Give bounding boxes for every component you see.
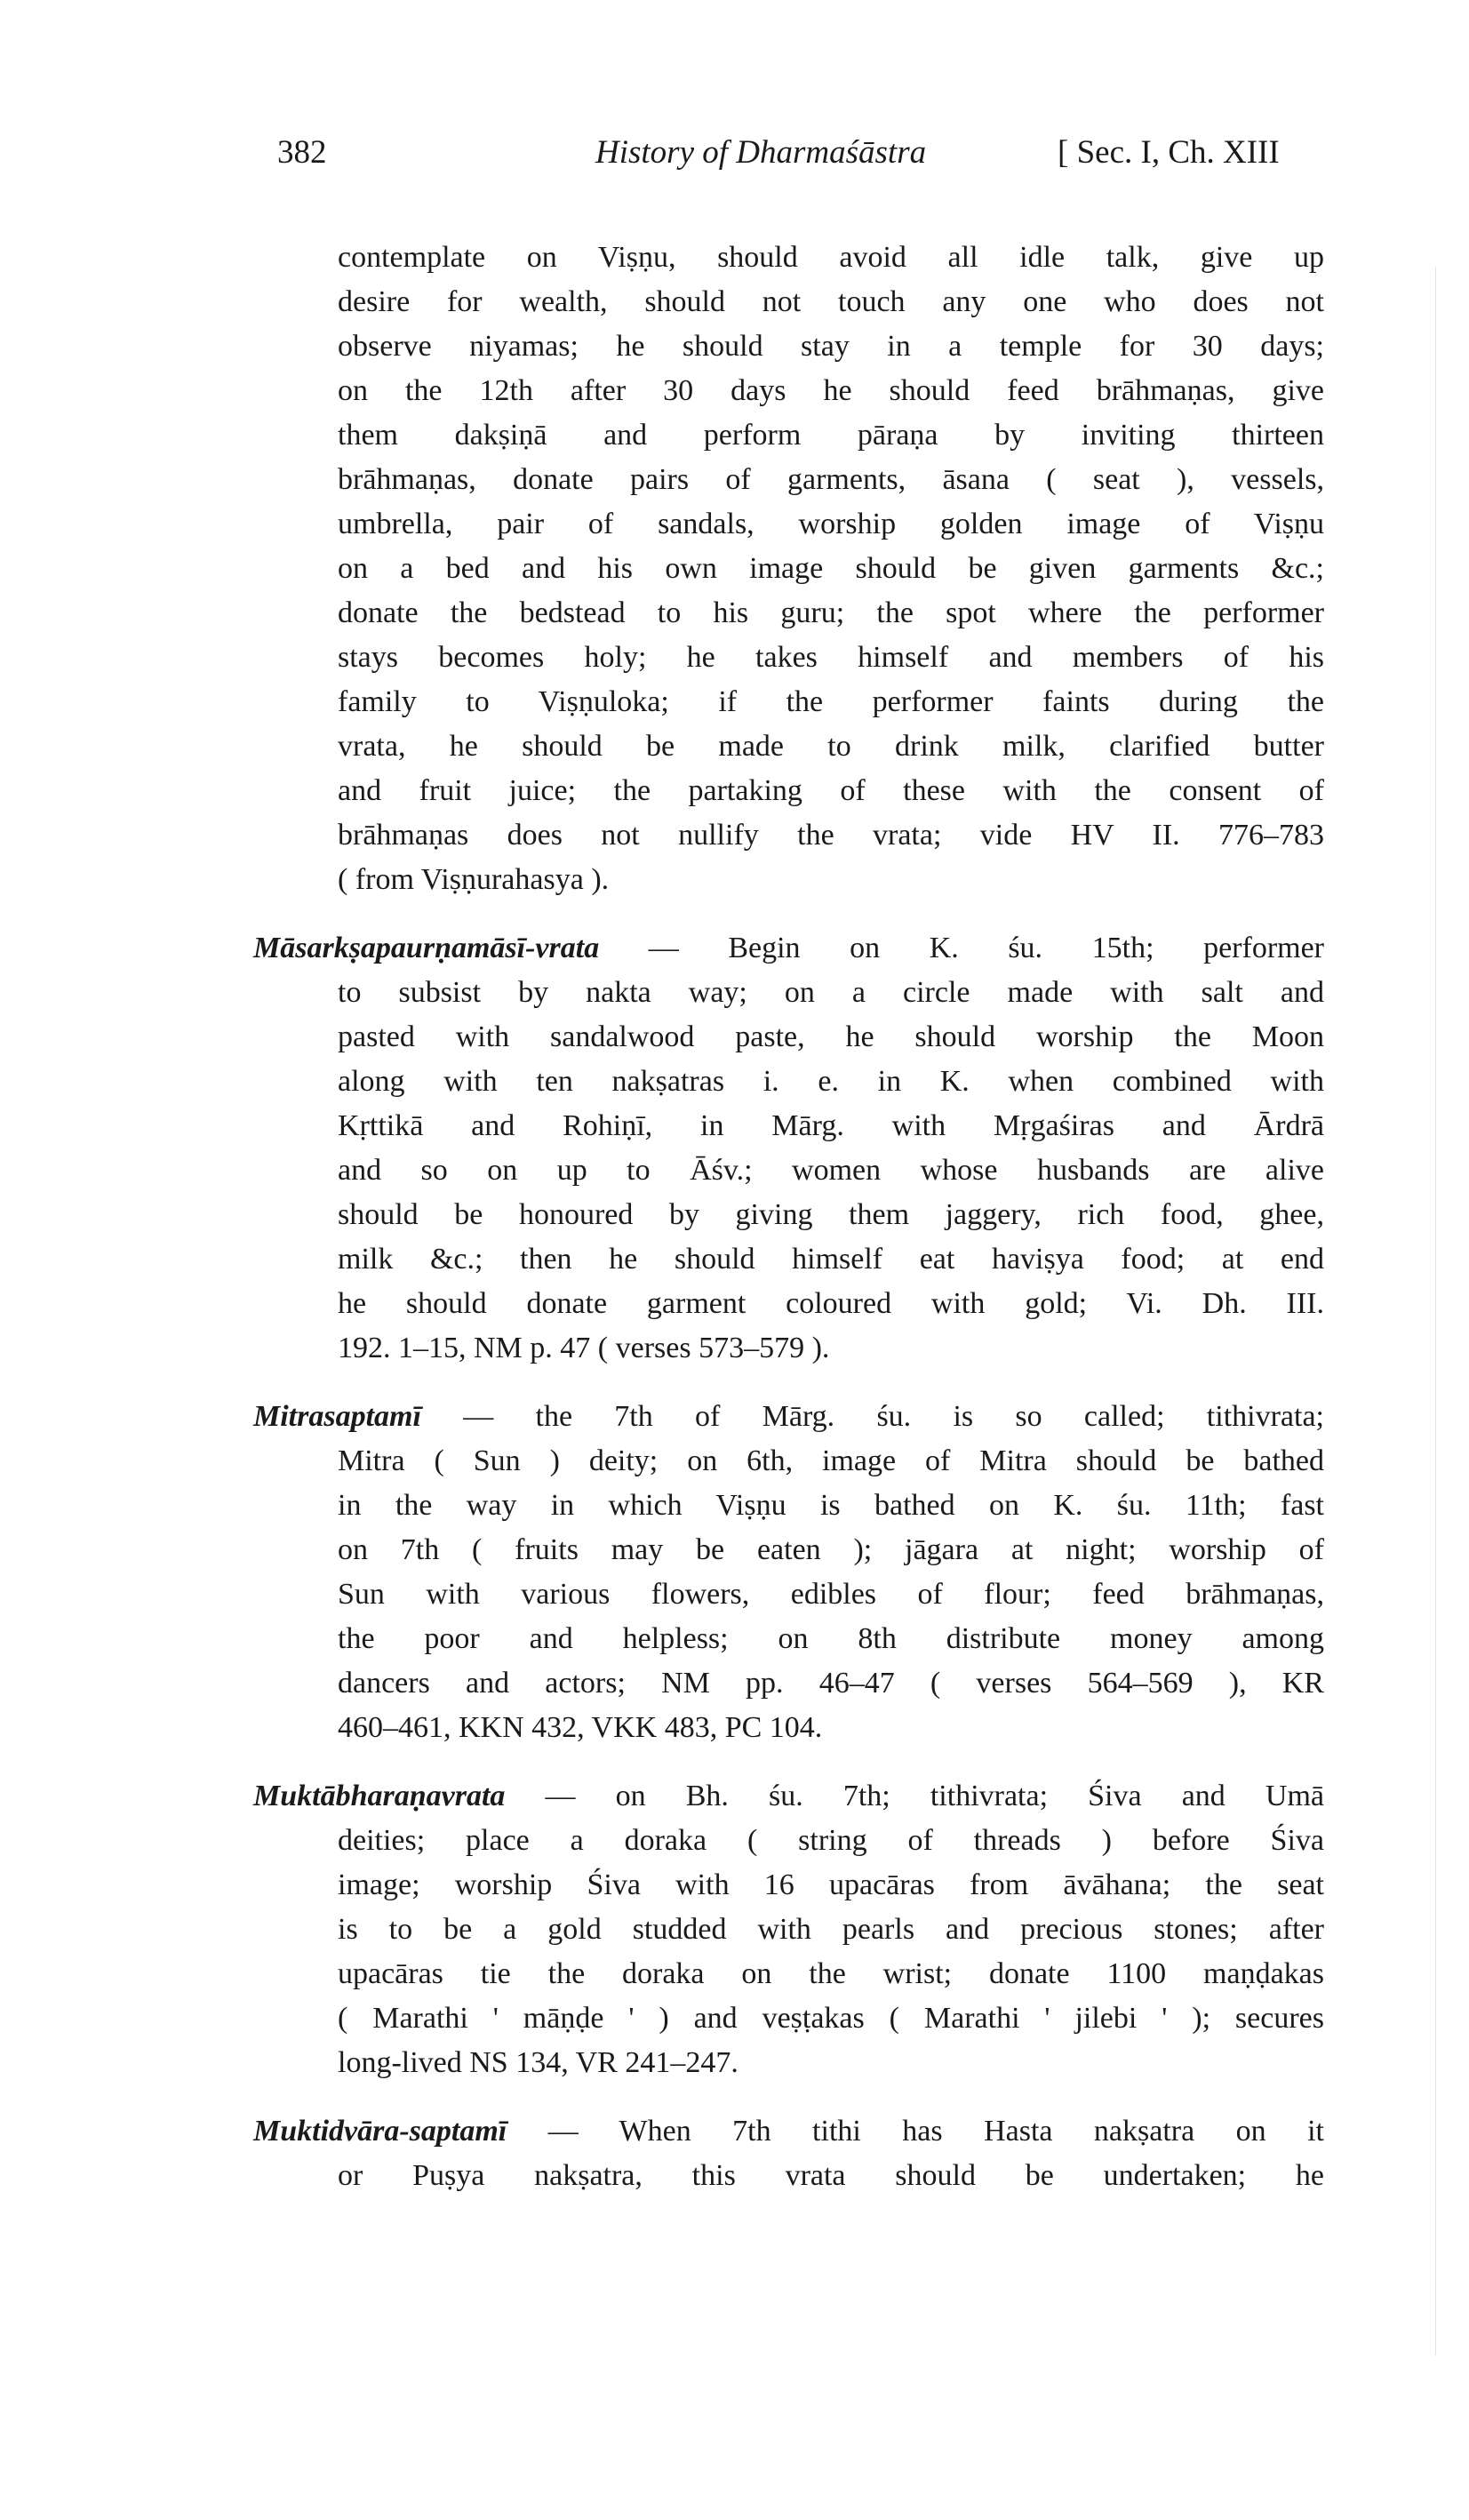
- text-line: donate the bedstead to his guru; the spot where the performer: [338, 596, 1324, 629]
- entry-title: Mitrasaptamī: [253, 1400, 421, 1433]
- text-line: image; worship Śiva with 16 upacāras from āvāhana; the seat: [338, 1868, 1324, 1901]
- entry-title: Muktidvāra-saptamī: [253, 2115, 507, 2148]
- text-line: Sun with various flowers, edibles of flour; feed brāhmaṇas,: [338, 1578, 1324, 1611]
- entry-title: Māsarkṣapaurṇamāsī-vrata: [253, 932, 600, 964]
- text-line: along with ten nakṣatras i. e. in K. when combined with: [338, 1065, 1324, 1098]
- entry-text: — When 7th tithi has Hasta nakṣatra on it: [507, 2115, 1324, 2148]
- entry-first-line: [253, 1774, 1324, 1819]
- text-line: vrata, he should be made to drink milk, clarified butter: [338, 730, 1324, 763]
- text-line: them dakṣiṇā and perform pāraṇa by inviting thirteen: [338, 419, 1324, 452]
- text-line: should be honoured by giving them jaggery, rich food, ghee,: [338, 1198, 1324, 1231]
- text-line: and fruit juice; the partaking of these with the consent of: [338, 774, 1324, 807]
- text-line: milk &c.; then he should himself eat haviṣya food; at end: [338, 1243, 1324, 1276]
- page-edge-rule: [1435, 267, 1436, 2356]
- text-line: umbrella, pair of sandals, worship golden image of Viṣṇu: [338, 508, 1324, 540]
- text-line: and so on up to Āśv.; women whose husbands are alive: [338, 1154, 1324, 1187]
- text-line: 192. 1–15, NM p. 47 ( verses 573–579 ).: [338, 1332, 830, 1364]
- text-line: stays becomes holy; he takes himself and members of his: [338, 641, 1324, 674]
- text-line: brāhmaṇas, donate pairs of garments, āsana ( seat ), vessels,: [338, 463, 1324, 496]
- page-header: [267, 133, 1351, 187]
- text-line: is to be a gold studded with pearls and precious stones; after: [338, 1913, 1324, 1946]
- text-line: on the 12th after 30 days he should feed brāhmaṇas, give: [338, 374, 1324, 407]
- text-line: ( Marathi ' māṇḍe ' ) and veṣṭakas ( Marathi ' jilebi ' ); secures: [338, 2002, 1324, 2035]
- vrata-entry: [253, 2109, 1324, 2198]
- text-line: desire for wealth, should not touch any one who does not: [338, 285, 1324, 318]
- entry-first-line: [253, 1395, 1324, 1439]
- page-number: 382: [277, 134, 327, 171]
- running-title: History of Dharmaśāstra: [595, 134, 927, 171]
- text-line: or Puṣya nakṣatra, this vrata should be undertaken; he: [338, 2159, 1324, 2192]
- text-line: he should donate garment coloured with gold; Vi. Dh. III.: [338, 1287, 1324, 1320]
- text-line: Mitra ( Sun ) deity; on 6th, image of Mitra should be bathed: [338, 1444, 1324, 1477]
- text-line: contemplate on Viṣṇu, should avoid all idle talk, give up: [338, 241, 1324, 274]
- text-line: dancers and actors; NM pp. 46–47 ( verses 564–569 ), KR: [338, 1667, 1324, 1700]
- text-line: on 7th ( fruits may be eaten ); jāgara at night; worship of: [338, 1533, 1324, 1566]
- entry-first-line: [253, 926, 1324, 971]
- text-line: family to Viṣṇuloka; if the performer faints during the: [338, 685, 1324, 718]
- text-line: observe niyamas; he should stay in a temple for 30 days;: [338, 330, 1324, 363]
- section-reference: [ Sec. I, Ch. XIII: [1058, 134, 1280, 171]
- text-line: long-lived NS 134, VR 241–247.: [338, 2046, 738, 2079]
- text-line: upacāras tie the doraka on the wrist; donate 1100 maṇḍakas: [338, 1957, 1324, 1990]
- text-line: brāhmaṇas does not nullify the vrata; vide HV II. 776–783: [338, 819, 1324, 852]
- vrata-entry: [253, 926, 1324, 1371]
- text-line: pasted with sandalwood paste, he should worship the Moon: [338, 1020, 1324, 1053]
- text-line: the poor and helpless; on 8th distribute money among: [338, 1622, 1324, 1655]
- vrata-entry: [253, 1774, 1324, 2085]
- entry-text: — the 7th of Mārg. śu. is so called; tithivrata;: [420, 1400, 1324, 1433]
- entry-text: — on Bh. śu. 7th; tithivrata; Śiva and Umā: [505, 1780, 1324, 1812]
- text-line: ( from Viṣṇurahasya ).: [338, 863, 610, 896]
- entry-first-line: [253, 2109, 1324, 2154]
- entry-text: — Begin on K. śu. 15th; performer: [599, 932, 1324, 964]
- text-line: 460–461, KKN 432, VKK 483, PC 104.: [338, 1711, 823, 1744]
- text-line: deities; place a doraka ( string of threads ) before Śiva: [338, 1824, 1324, 1857]
- text-line: on a bed and his own image should be given garments &c.;: [338, 552, 1324, 585]
- text-line: in the way in which Viṣṇu is bathed on K. śu. 11th; fast: [338, 1489, 1324, 1522]
- continuation-paragraph: [338, 236, 1324, 902]
- page-body: [253, 236, 1324, 2222]
- text-line: to subsist by nakta way; on a circle made with salt and: [338, 976, 1324, 1009]
- entry-title: Muktābharaṇavrata: [253, 1780, 506, 1812]
- vrata-entry: [253, 1395, 1324, 1750]
- text-line: Kṛttikā and Rohiṇī, in Mārg. with Mṛgaśiras and Ārdrā: [338, 1109, 1324, 1142]
